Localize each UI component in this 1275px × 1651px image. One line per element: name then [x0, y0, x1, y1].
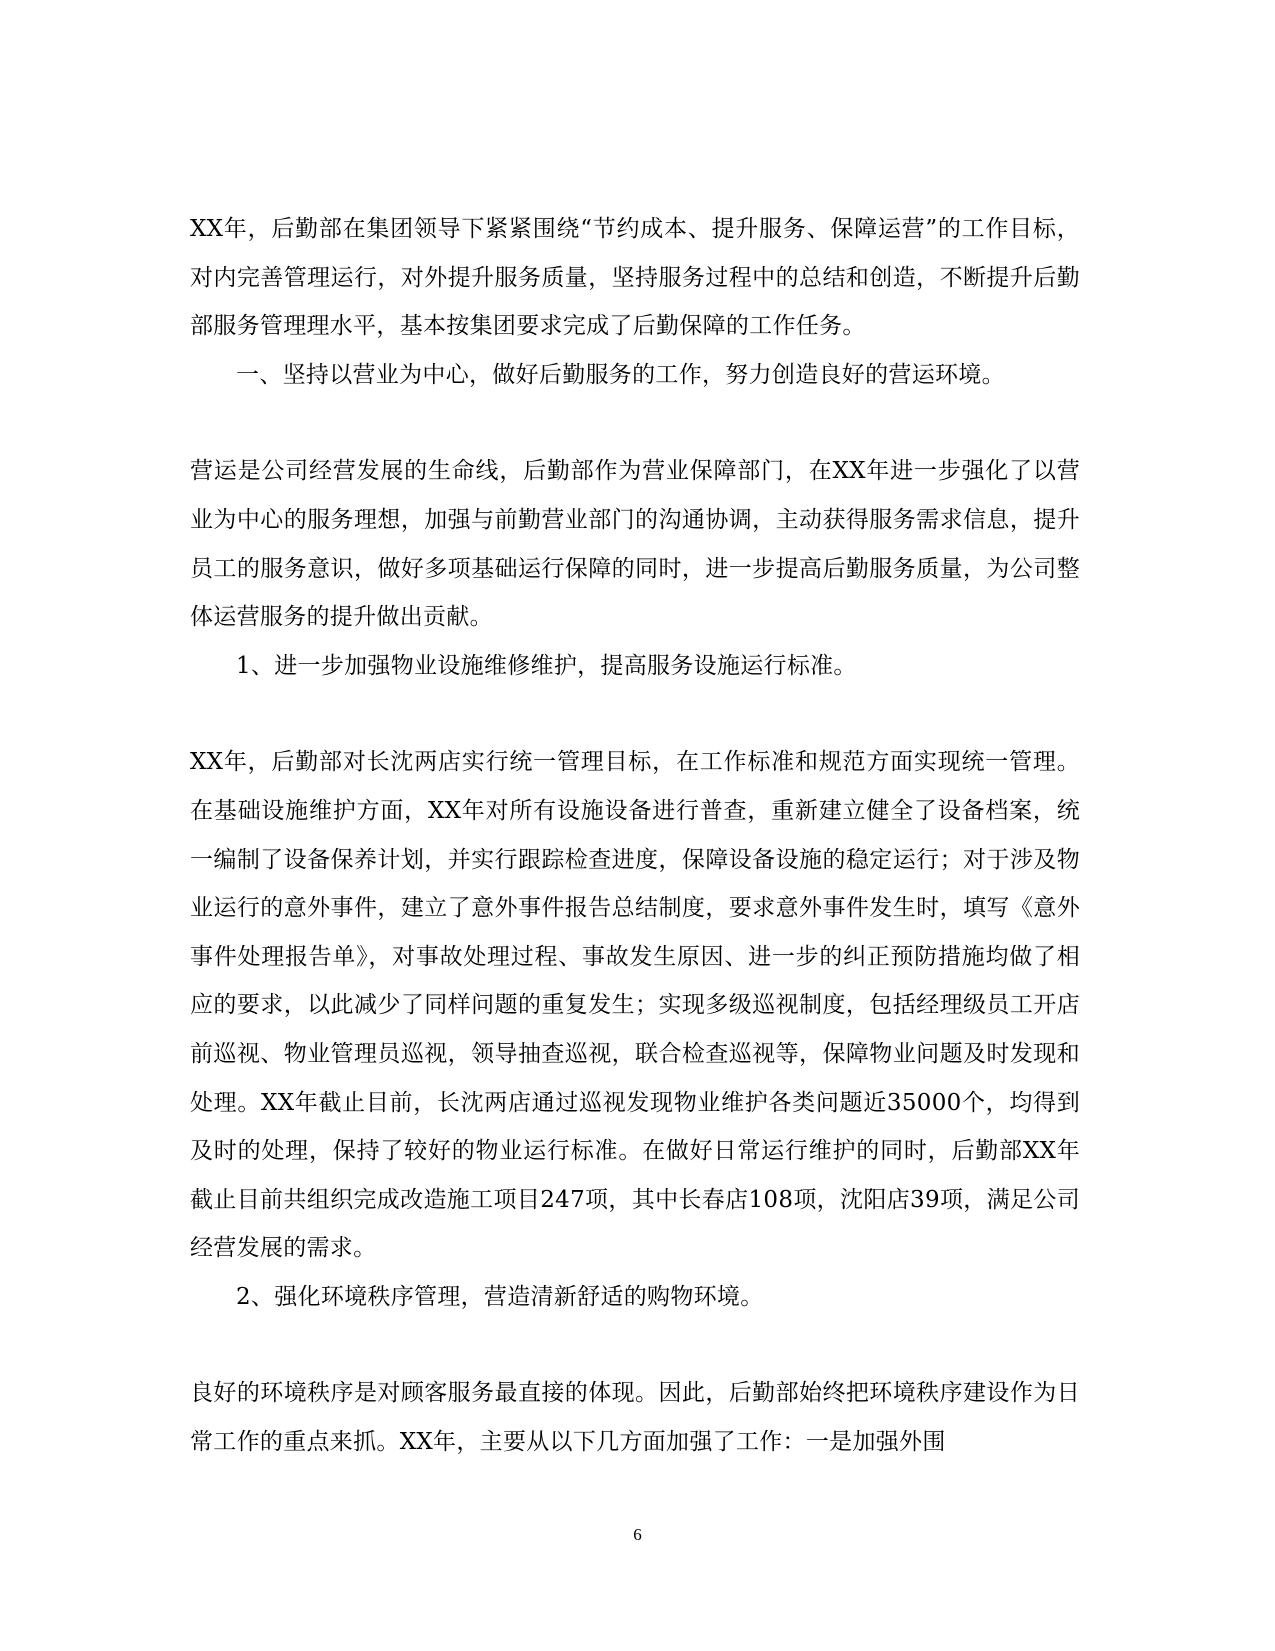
subsection-heading-1: 1、进一步加强物业设施维修维护，提高服务设施运行标准。 — [236, 652, 857, 679]
paragraph-intro: XX年，后勤部在集团领导下紧紧围绕“节约成本、提升服务、保障运营”的工作目标，对内完善管理运行，对外提升服务质量，坚持服务过程中的总结和创造，不断提升后勤部服务管理理水平，基本按集团要求完成了后勤保障的工作任务。 — [190, 216, 1080, 340]
subsection-heading-2: 2、强化环境秩序管理，营造清新舒适的购物环境。 — [236, 1283, 764, 1310]
page-number: 6 — [633, 1525, 642, 1544]
document-body — [190, 205, 1080, 1467]
section-heading-1: 一、坚持以营业为中心，做好后勤服务的工作，努力创造良好的营运环境。 — [236, 361, 1005, 388]
paragraph-environment: 良好的环境秩序是对顾客服务最直接的体现。因此，后勤部始终把环境秩序建设作为日常工作的重点来抓。XX年，主要从以下几方面加强了工作：一是加强外围 — [190, 1380, 1080, 1456]
paragraph-operations: 营运是公司经营发展的生命线，后勤部作为营业保障部门，在XX年进一步强化了以营业为中心的服务理想，加强与前勤营业部门的沟通协调，主动获得服务需求信息，提升员工的服务意识，做好多项基础运行保障的同时，进一步提高后勤服务质量，为公司整体运营服务的提升做出贡献。 — [190, 458, 1080, 631]
paragraph-facility-maintenance: XX年，后勤部对长沈两店实行统一管理目标，在工作标准和规范方面实现统一管理。在基础设施维护方面，XX年对所有设施设备进行普查，重新建立健全了设备档案，统一编制了设备保养计划，并实行跟踪检查进度，保障设备设施的稳定运行；对于涉及物业运行的意外事件，建立了意外事件报告总结制度，要求意外事件发生时，填写《意外事件处理报告单》，对事故处理过程、事故发生原因、进一步的纠正预防措施均做了相应的要求，以此减少了同样问题的重复发生；实现多级巡视制度，包括经理级员工开店前巡视、物业管理员巡视，领导抽查巡视，联合检查巡视等，保障物业问题及时发现和处理。XX年截止目前，长沈两店通过巡视发现物业维护各类问题近35000个，均得到及时的处理，保持了较好的物业运行标准。在做好日常运行维护的同时，后勤部XX年截止目前共组织完成改造施工项目247项，其中长春店108项，沈阳店39项，满足公司经营发展的需求。 — [190, 749, 1080, 1262]
